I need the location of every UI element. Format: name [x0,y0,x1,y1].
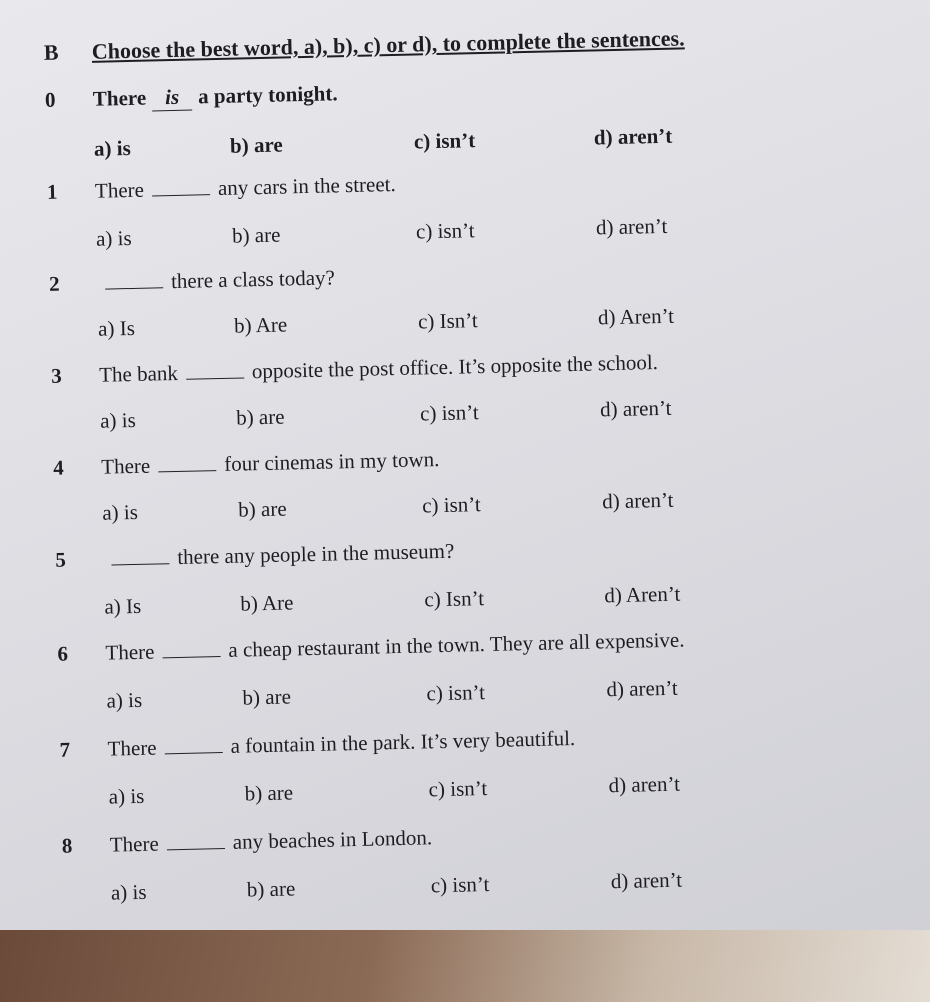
section-letter: B [43,39,59,65]
option-c[interactable]: c) isn’t [426,680,486,706]
option-c[interactable]: c) isn’t [419,400,479,426]
question-number: 6 [57,641,69,666]
question-after: there any people in the museum? [177,538,455,570]
question-after: a cheap restaurant in the town. They are all expensive. [228,627,685,662]
answer-blank[interactable] [164,736,222,754]
option-d[interactable]: d) aren’t [595,213,668,240]
option-a[interactable]: a) is [102,499,139,525]
question-number: 0 [44,87,56,112]
question-number: 3 [50,363,62,388]
question-before: There [92,85,147,111]
option-d[interactable]: d) aren’t [608,771,681,798]
question-2 [49,265,335,296]
option-d[interactable]: d) aren’t [610,867,683,894]
option-d[interactable]: d) aren’t [593,123,673,150]
option-a[interactable]: a) is [110,879,147,905]
option-a[interactable]: a) is [108,783,145,809]
option-c[interactable]: c) isn’t [421,492,481,518]
option-b[interactable]: b) are [231,222,281,248]
answer-blank[interactable] [162,640,220,658]
option-a[interactable]: a) is [99,407,137,433]
option-c[interactable]: c) isn’t [413,128,476,154]
option-c[interactable]: c) isn’t [428,776,488,802]
question-before: There [105,639,155,665]
option-a[interactable]: a) Is [97,315,136,341]
option-a[interactable]: a) is [106,687,143,713]
question-5 [55,539,454,573]
answer-blank[interactable] [111,547,169,565]
option-c[interactable]: c) Isn’t [424,586,485,612]
answer-blank[interactable] [186,361,244,379]
answer-blank: is [152,85,193,112]
question-after: any cars in the street. [217,171,396,200]
option-d[interactable]: d) aren’t [601,487,674,514]
option-b[interactable]: b) are [242,684,292,710]
question-0 [45,81,338,114]
option-b[interactable]: b) are [235,404,285,430]
option-b[interactable]: b) are [246,876,296,902]
question-after: four cinemas in my town. [223,447,440,476]
question-after: any beaches in London. [232,825,433,854]
option-a[interactable]: a) Is [104,593,142,619]
question-6 [57,628,685,667]
question-number: 5 [55,547,67,572]
question-after: a fountain in the park. It’s very beautiful. [230,726,576,758]
option-d[interactable]: d) aren’t [599,395,672,422]
option-b[interactable]: b) Are [233,312,288,338]
question-1 [47,172,396,205]
question-before: There [100,453,151,479]
option-b[interactable]: b) Are [240,590,294,616]
option-d[interactable]: d) aren’t [606,675,679,702]
option-c[interactable]: c) Isn’t [417,308,478,334]
question-8 [62,825,433,858]
question-before: The bank [98,360,179,387]
answer-blank[interactable] [105,271,163,289]
section-heading [44,25,685,66]
question-number: 4 [52,455,65,480]
question-3 [51,350,658,389]
question-number: 1 [46,179,58,204]
question-after: opposite the post office. It’s opposite the school. [251,350,659,384]
option-b[interactable]: b) are [229,132,283,158]
question-before: There [107,735,157,761]
question-4 [53,447,440,481]
question-7 [59,726,575,763]
question-after: a party tonight. [197,81,338,109]
option-d[interactable]: d) Aren’t [597,303,675,330]
option-a[interactable]: a) is [95,225,132,251]
question-after: there a class today? [170,265,336,294]
question-number: 2 [48,271,60,296]
question-number: 7 [59,737,71,762]
question-before: There [109,831,160,857]
option-d[interactable]: d) Aren’t [604,581,681,608]
question-number: 8 [61,833,73,858]
question-before: There [94,177,145,203]
section-instruction: Choose the best word, a), b), c) or d), to complete the sentences. [91,25,685,64]
desk-background [0,930,930,1002]
option-b[interactable]: b) are [237,496,287,522]
option-b[interactable]: b) are [244,780,294,806]
option-c[interactable]: c) isn’t [430,872,490,898]
option-a[interactable]: a) is [93,135,132,161]
answer-blank[interactable] [158,454,216,472]
answer-blank[interactable] [152,178,210,196]
answer-blank[interactable] [167,832,225,850]
option-c[interactable]: c) isn’t [415,218,475,244]
